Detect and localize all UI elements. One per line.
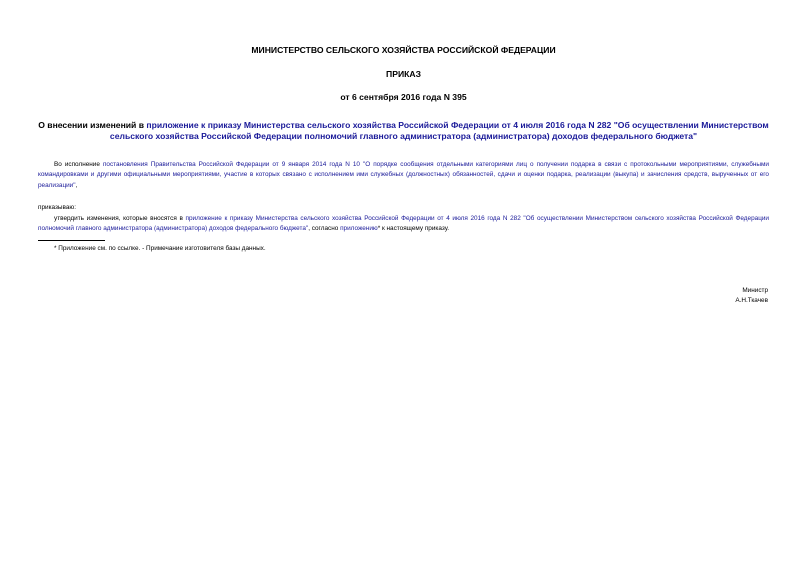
signature-position: Министр (742, 287, 768, 294)
order-title-prefix: О внесении изменений в (38, 120, 147, 130)
preamble-link[interactable]: постановления Правительства Российской Федерации от 9 января 2014 года N 10 "О порядке сообщения отдельными категориями лиц о получении подарка в связи с протокольными мероприятиями, служебными командировками и другими официальными мероприятиями, участие в которых связано с исполнением ими служебных (должностных) обязанностей, сдачи и оценки подарка, реализации (выкупа) и зачисления средств, вырученных от его реализации" (38, 161, 769, 189)
preamble-paragraph (38, 160, 769, 191)
order-title (36, 120, 771, 142)
footnote: * Приложение см. по ссылке. - Примечание изготовителя базы данных. (54, 245, 266, 252)
order-type-heading: ПРИКАЗ (386, 69, 421, 79)
signature-name: А.Н.Ткачев (735, 297, 768, 304)
preamble-prefix: Во исполнение (54, 161, 103, 168)
order-body-link-appendix[interactable]: приложение к приказу Министерства сельского хозяйства Российской Федерации от 4 июля 2016 года N 282 "Об осуществлении Министерством сельского хозяйства Российской Федерации полномочий главного администратора (администратора) доходов федерального бюджета" (38, 215, 769, 233)
order-body-suffix: * к настоящему приказу. (377, 225, 450, 233)
order-body-prefix: утвердить изменения, которые вносятся в (54, 215, 186, 222)
ministry-heading: МИНИСТЕРСТВО СЕЛЬСКОГО ХОЗЯЙСТВА РОССИЙСКОЙ ФЕДЕРАЦИИ (251, 45, 556, 55)
order-date: от 6 сентября 2016 года N 395 (340, 92, 467, 102)
order-title-link[interactable]: приложение к приказу Министерства сельского хозяйства Российской Федерации от 4 июля 2016 года N 282 "Об осуществлении Министерством сельского хозяйства Российской Федерации полномочий главного администратора (администратора) доходов федерального бюджета" (109, 120, 769, 141)
order-word: приказываю: (38, 204, 76, 211)
preamble-suffix: , (75, 181, 78, 189)
order-body-middle: , согласно (308, 225, 341, 233)
order-body-link-attachment[interactable]: приложению (340, 225, 378, 233)
footnote-divider (38, 240, 105, 241)
order-body-paragraph (38, 214, 769, 235)
